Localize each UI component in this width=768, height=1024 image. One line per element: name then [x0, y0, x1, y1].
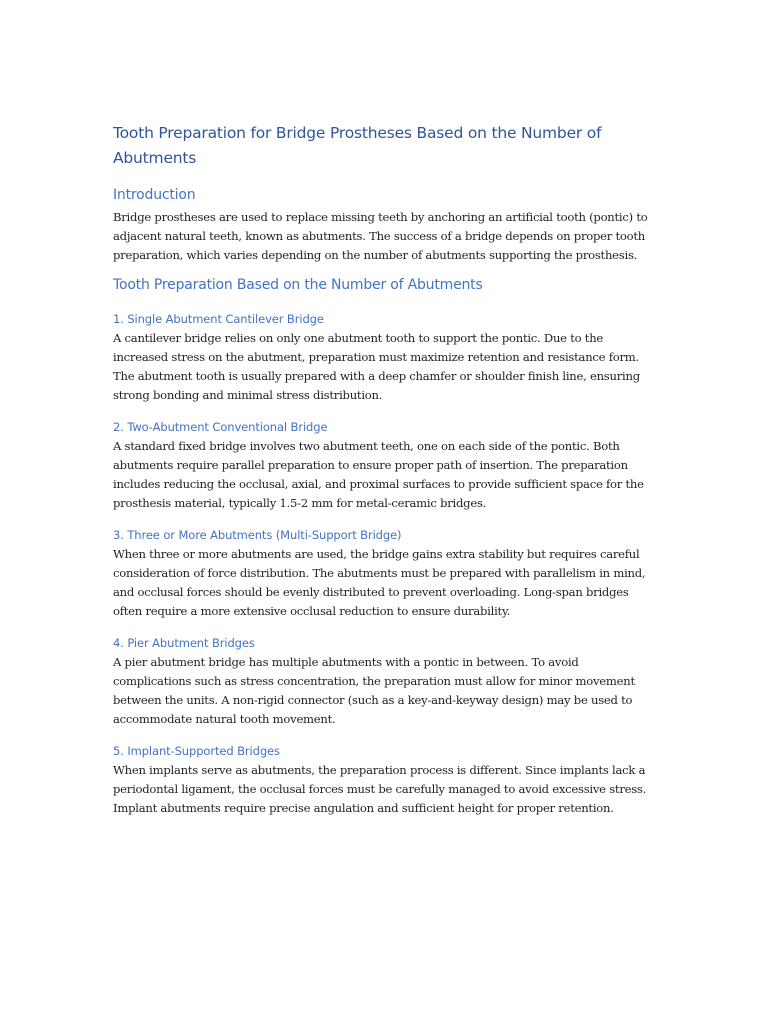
section-pier-abutment	[113, 635, 658, 729]
section-implant-supported	[113, 743, 658, 818]
section-paragraph: A cantilever bridge relies on only one abutment tooth to support the pontic. Due to the increased stress on the abutment, preparation must maximize retention and resistance form. The abutment tooth is usually prepared with a deep chamfer or shoulder finish line, ensuring strong bonding and minimal stress distribution.	[113, 331, 640, 402]
section-heading: 2. Two-Abutment Conventional Bridge	[113, 420, 328, 434]
section-multi-support	[113, 527, 658, 621]
section-paragraph: A standard fixed bridge involves two abutment teeth, one on each side of the pontic. Both abutments require parallel preparation to ensure proper path of insertion. The preparation includes reducing the occlusal, axial, and proximal surfaces to provide sufficient space for the prosthesis material, typically 1.5-2 mm for metal-ceramic bridges.	[113, 439, 644, 510]
introduction-heading: Introduction	[113, 187, 196, 203]
section-heading: 1. Single Abutment Cantilever Bridge	[113, 312, 324, 326]
introduction-paragraph: Bridge prostheses are used to replace missing teeth by anchoring an artificial tooth (pontic) to adjacent natural teeth, known as abutments. The success of a bridge depends on proper tooth preparation, which varies depending on the number of abutments supporting the prosthesis.	[113, 210, 648, 262]
document-title: Tooth Preparation for Bridge Prostheses Based on the Number of Abutments	[113, 124, 602, 167]
section-paragraph: When implants serve as abutments, the preparation process is different. Since implants lack a periodontal ligament, the occlusal forces must be carefully managed to avoid excessive stress. Implant abutments require precise angulation and sufficient height for proper retention.	[113, 763, 647, 815]
section-paragraph: When three or more abutments are used, the bridge gains extra stability but requires careful consideration of force distribution. The abutments must be prepared with parallelism in mind, and occlusal forces should be evenly distributed to prevent overloading. Long-span bridges often require a more extensive occlusal reduction to ensure durability.	[113, 547, 646, 618]
main-section-heading: Tooth Preparation Based on the Number of Abutments	[113, 277, 483, 293]
section-heading: 4. Pier Abutment Bridges	[113, 636, 255, 650]
section-paragraph: A pier abutment bridge has multiple abutments with a pontic in between. To avoid complications such as stress concentration, the preparation must allow for minor movement between the units. A non-rigid connector (such as a key-and-keyway design) may be used to accommodate natural tooth movement.	[113, 655, 635, 726]
section-two-abutment	[113, 419, 658, 513]
section-heading: 5. Implant-Supported Bridges	[113, 744, 280, 758]
section-single-abutment	[113, 311, 658, 405]
section-heading: 3. Three or More Abutments (Multi-Support Bridge)	[113, 528, 402, 542]
